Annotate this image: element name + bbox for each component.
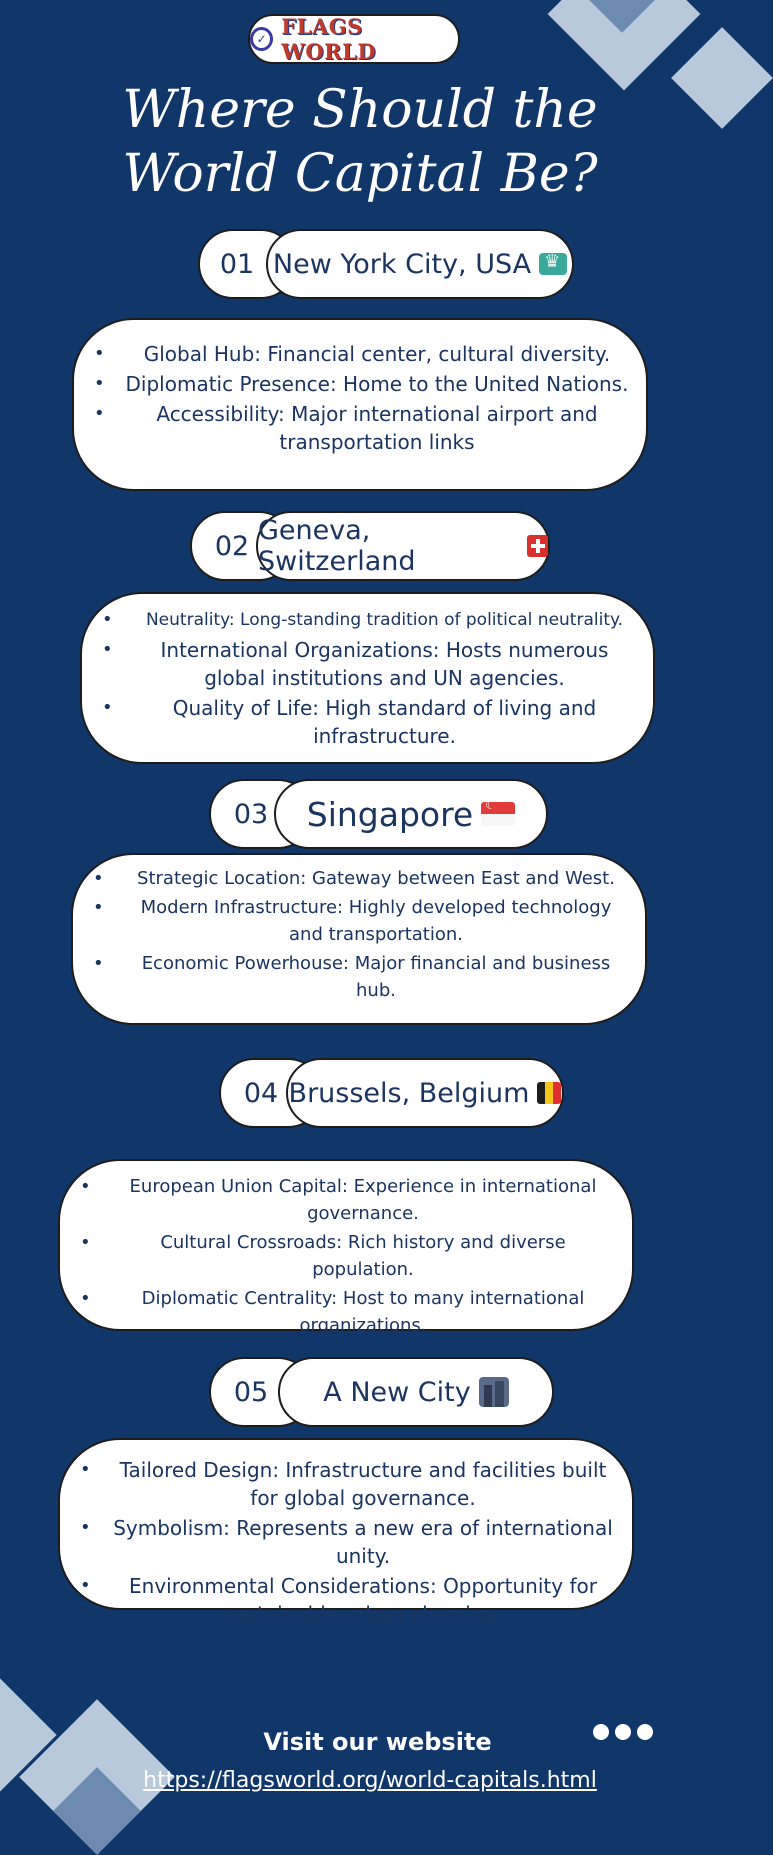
list-item: • Quality of Life: High standard of living and infrastructure. [132,694,637,750]
globe-icon: ✓ [250,27,273,51]
title-line: World Capital Be? [122,144,598,204]
list-item: • Modern Infrastructure: Highly developed technology and transportation. [123,894,629,948]
section-heading [278,1357,554,1427]
section-card [80,592,655,764]
section-heading [286,1058,564,1128]
title-line: Where Should the [122,80,598,140]
list-item: • Accessibility: Major international airport and transportation links [124,400,630,456]
section-card [58,1438,634,1626]
list-item: • Economic Powerhouse: Major financial and business hub. [123,950,629,1004]
list-item: • International Organizations: Hosts numerous global institutions and UN agencies. [132,636,637,692]
list-item: • Strategic Location: Gateway between East and West. [123,865,629,892]
list-item: • Diplomatic Presence: Home to the United Nations. [124,370,630,398]
section-name: Geneva, Switzerland [258,515,416,577]
switzerland-flag-icon [527,535,548,557]
list-item: • European Union Capital: Experience in international governance. [110,1173,616,1227]
section-heading [274,779,548,849]
section-number-text: 03 [233,798,269,830]
section-number-text: 02 [214,530,250,562]
page-title [0,78,720,206]
section-card [72,318,648,491]
logo [248,14,460,64]
list-item: • Neutrality: Long-standing tradition of political neutrality. [132,606,637,634]
website-link[interactable]: https://flagsworld.org/world-capitals.html [143,1768,597,1793]
section-card [58,1159,634,1336]
section-number-text: 04 [243,1077,279,1109]
section-number-text: 01 [219,248,255,280]
section-name: Brussels, Belgium [288,1077,530,1109]
list-item: • Global Hub: Financial center, cultural diversity. [124,340,630,368]
section-card [71,853,647,1025]
statue-of-liberty-icon [539,253,567,275]
list-item: • Symbolism: Represents a new era of international unity. [110,1514,616,1570]
section-name: New York City, USA [272,248,532,280]
section-name: A New City [323,1376,471,1408]
section-number-text: 05 [233,1376,269,1408]
section-heading [266,229,574,299]
section-heading [256,511,550,581]
list-item: • Cultural Crossroads: Rich history and diverse population. [110,1229,616,1283]
more-options-icon[interactable] [593,1724,653,1740]
belgium-flag-icon [537,1082,561,1104]
singapore-flag-icon [481,802,515,826]
section-name: Singapore [306,794,474,834]
visit-website-label: Visit our website [263,1728,492,1756]
dot [637,1724,653,1740]
list-item: • Diplomatic Centrality: Host to many international organizations. [110,1285,616,1339]
dot [593,1724,609,1740]
cityscape-icon [479,1377,509,1407]
dot [615,1724,631,1740]
list-item: • Environmental Considerations: Opportunity for sustainable urban planning. [110,1572,616,1628]
list-item: • Tailored Design: Infrastructure and facilities built for global governance. [110,1456,616,1512]
logo-text: FLAGS WORLD [281,14,377,64]
